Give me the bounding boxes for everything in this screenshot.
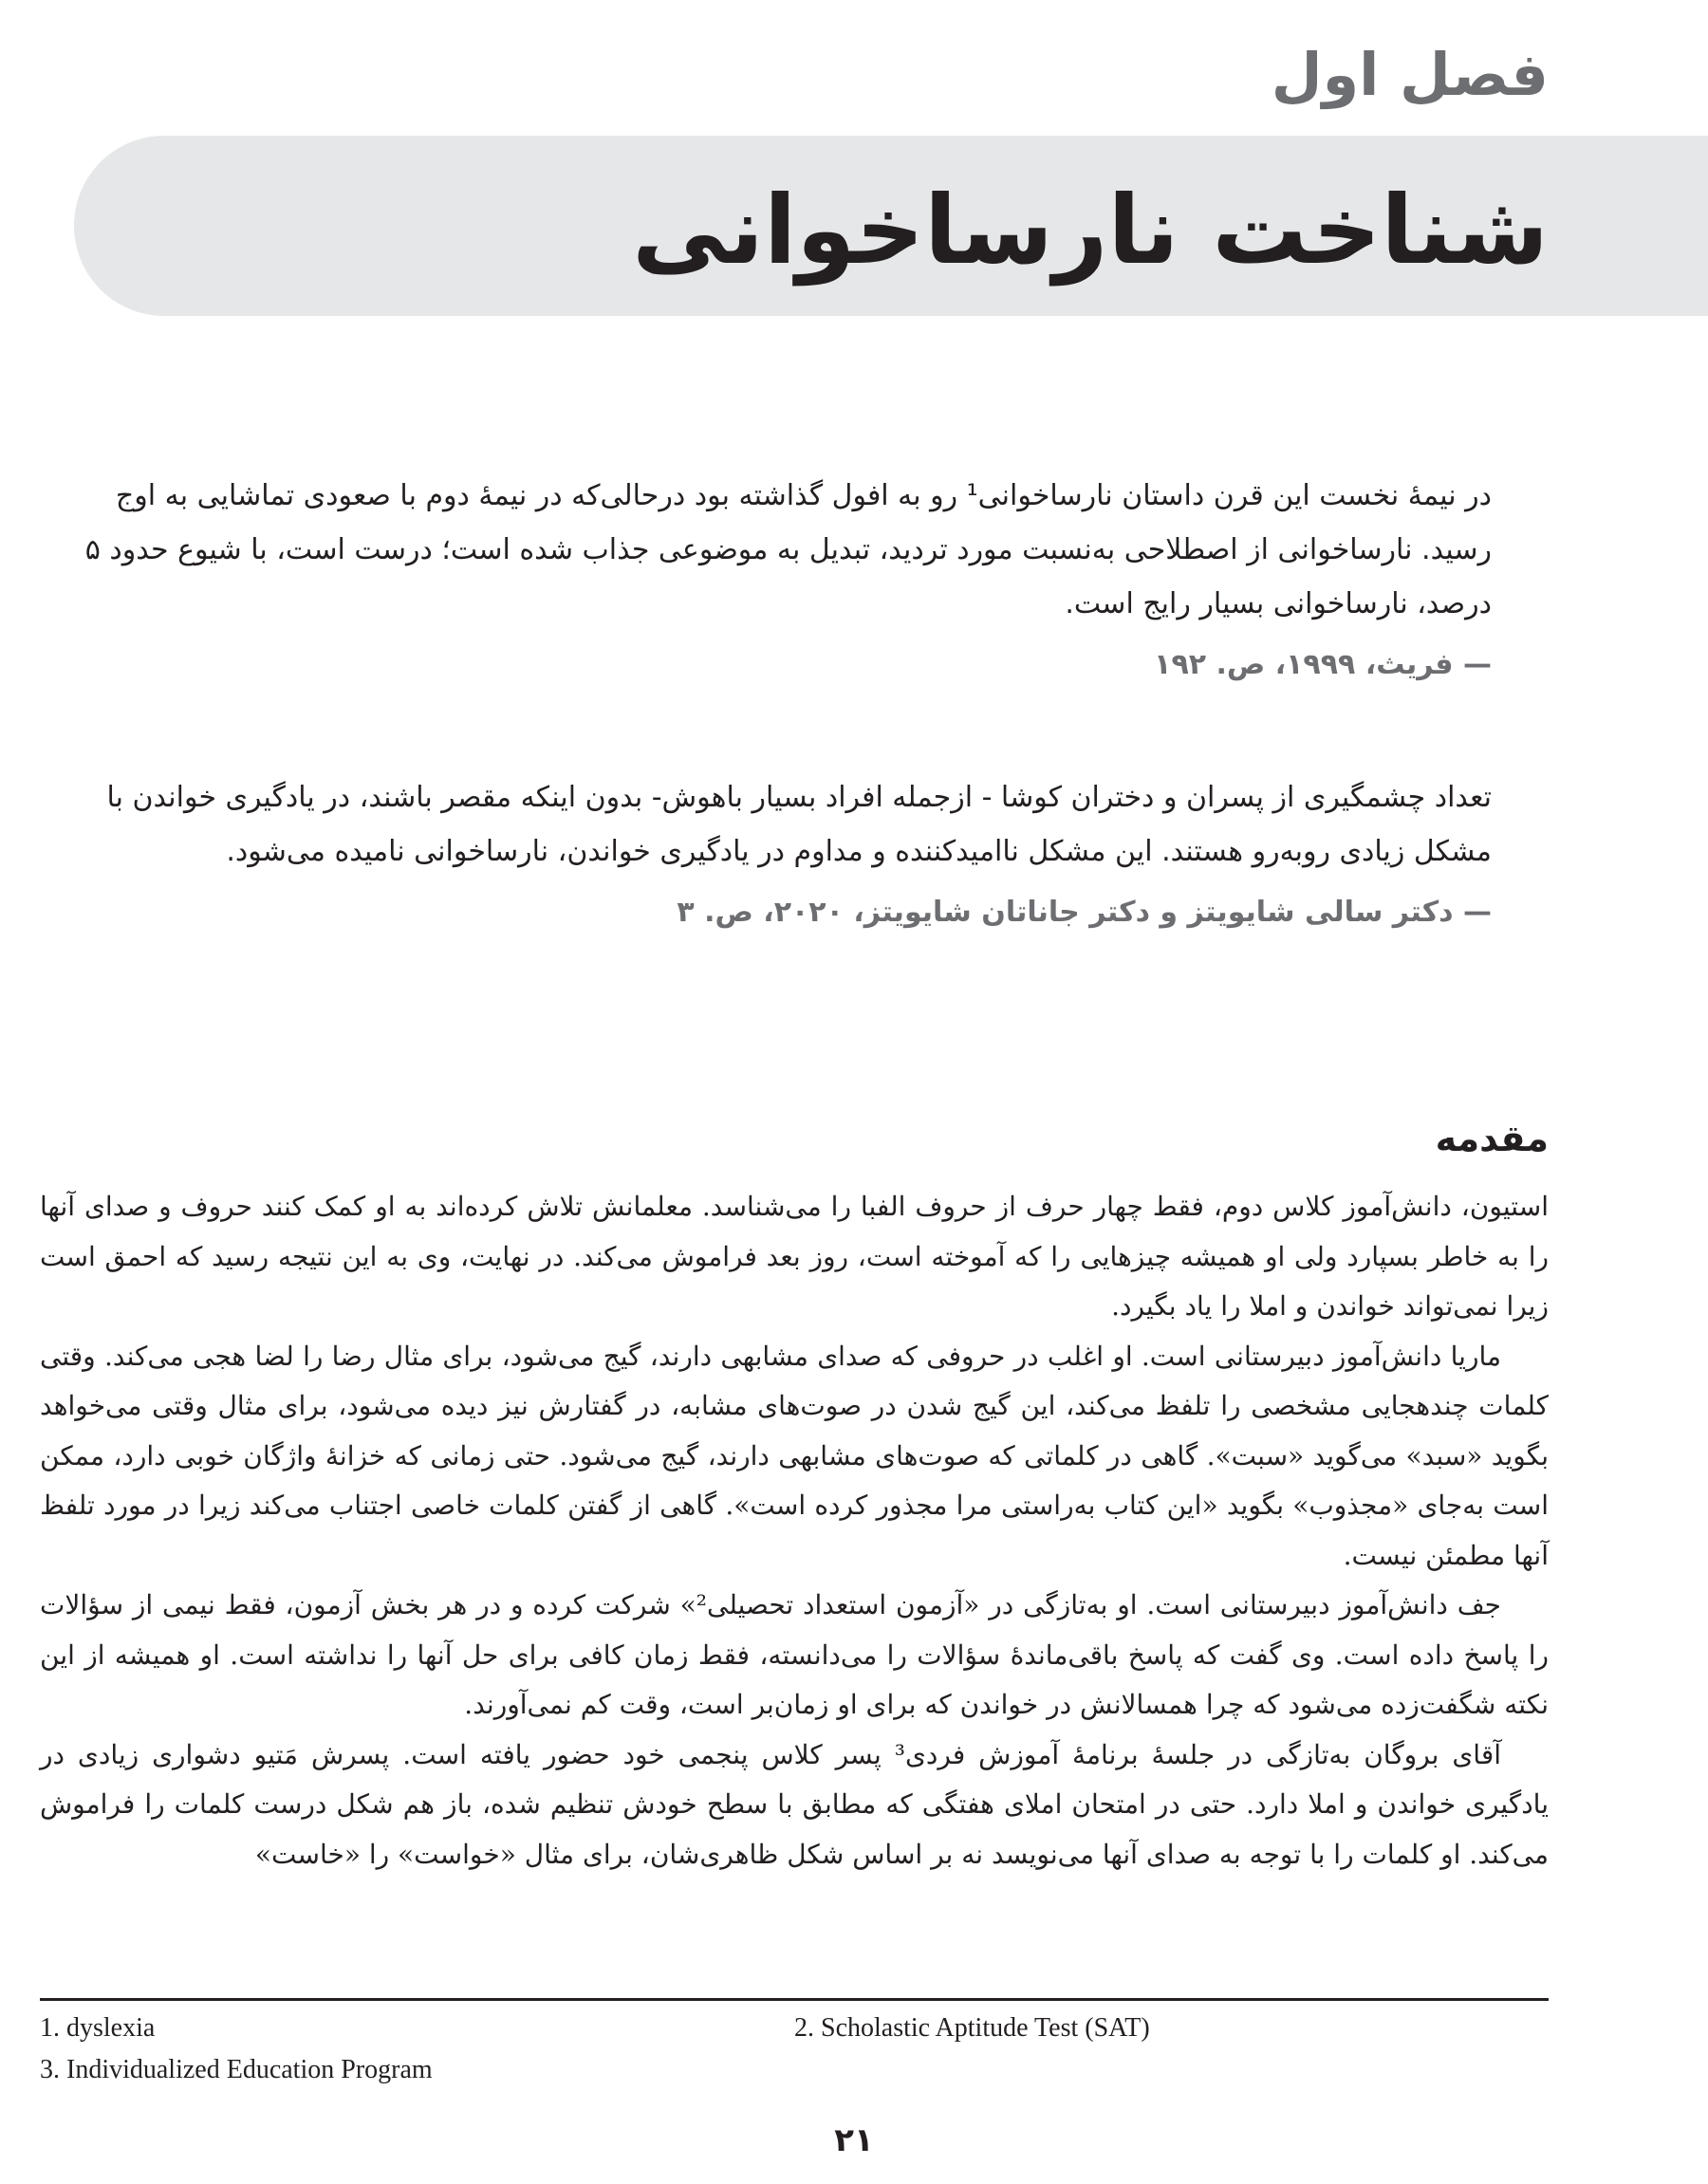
paragraph-4: آقای بروگان به‌تازگی در جلسهٔ برنامهٔ آموزش فردی³ پسر کلاس پنجمی خود حضور یافته است. پسرش مَتیو دشواری زیادی در یادگیری خواندن و املا دارد. حتی در امتحان املای هفتگی که مطابق با سطح خودش تنظیم شده، باز هم شکل درست کلمات را فراموش می‌کند. او کلمات را با توجه به صدای آنها می‌نویسد نه بر اساس شکل ظاهری‌شان، برای مثال «خواست» را «خاست» (40, 1738, 1549, 1870)
chapter-label: فصل اول (1271, 40, 1549, 109)
epigraph-2-text: تعداد چشمگیری از پسران و دختران کوشا - ازجمله افراد بسیار باهوش- بدون اینکه مقصر باشند، در یادگیری خواندن با مشکل زیادی روبه‌رو هستند. این مشکل ناامیدکننده و مداوم در یادگیری خواندن، نارساخوانی نامیده می‌شود. (106, 781, 1492, 868)
paragraph-2: ماریا دانش‌آموز دبیرستانی است. او اغلب در حروفی که صدای مشابهی دارند، گیج می‌شود، برای مثال رضا را لضا هجی می‌کند. وقتی کلمات چندهجایی مشخصی را تلفظ می‌کند، این گیج شدن در صوت‌های مشابه، در گفتارش نیز دیده می‌شود، برای مثال وقتی می‌خواهد بگوید «سبد» می‌گوید «سبت». گاهی در کلماتی که صوت‌های مشابهی دارند، گیج می‌شود. حتی زمانی که خزانهٔ واژگان خوبی دارد، ممکن است به‌جای «مجذوب» بگوید «این کتاب به‌راستی مرا مجذور کرده است». گاهی از گفتن کلمات خاصی اجتناب می‌کند زیرا در مورد تلفظ آنها مطمئن نیست. (40, 1340, 1549, 1571)
paragraph-1: استیون، دانش‌آموز کلاس دوم، فقط چهار حرف از حروف الفبا را می‌شناسد. معلمانش تلاش کرده‌اند به او کمک کنند حروف و صدای آنها را به خاطر بسپارد ولی او همیشه چیزهایی را که آموخته است، روز بعد فراموش می‌کند. در نهایت، وی به این نتیجه رسید که احمق است زیرا نمی‌تواند خواندن و املا را یاد بگیرد. (40, 1191, 1550, 1322)
footnote-1: 1. dyslexia (40, 2013, 156, 2043)
page-number: ۲۱ (834, 2121, 874, 2159)
body-text (40, 1182, 1549, 1879)
footnote-divider (40, 1998, 1549, 2001)
section-heading: مقدمه (1435, 1118, 1549, 1159)
chapter-title: شناخت نارساخوانی (632, 175, 1549, 286)
epigraph-2-attribution: — دکتر سالی شایویتز و دکتر جاناتان شایویتز، ۲۰۲۰، ص. ۳ (677, 896, 1492, 929)
paragraph-3: جف دانش‌آموز دبیرستانی است. او به‌تازگی در «آزمون استعداد تحصیلی²» شرکت کرده و در هر بخش آزمون، فقط نیمی از سؤالات را پاسخ داده است. وی گفت که پاسخ باقی‌ماندهٔ سؤالات را می‌دانسته، فقط زمان کافی برای حل آنها را نداشته است. او همیشه از این نکته شگفت‌زده می‌شود که چرا همسالانش در خواندن که برای او زمان‌بر است، وقت کم نمی‌آورند. (40, 1589, 1549, 1720)
footnotes (40, 2008, 1549, 2091)
epigraph-2 (40, 770, 1492, 929)
epigraph-1-attribution: — فریث، ۱۹۹۹، ص. ۱۹۲ (1154, 648, 1492, 681)
epigraph-1-text: در نیمهٔ نخست این قرن داستان نارساخوانی¹ رو به افول گذاشته بود درحالی‌که در نیمهٔ دوم با صعودی تماشایی به اوج رسید. نارساخوانی از اصطلاحی به‌نسبت مورد تردید، تبدیل به موضوعی جذاب شده است؛ درست است، با شیوع حدود ۵ درصد، نارساخوانی بسیار رایج است. (84, 479, 1492, 620)
footnote-2: 2. Scholastic Aptitude Test (SAT) (794, 2013, 1150, 2043)
epigraph-1 (40, 469, 1492, 681)
footnote-3: 3. Individualized Education Program (40, 2055, 433, 2084)
